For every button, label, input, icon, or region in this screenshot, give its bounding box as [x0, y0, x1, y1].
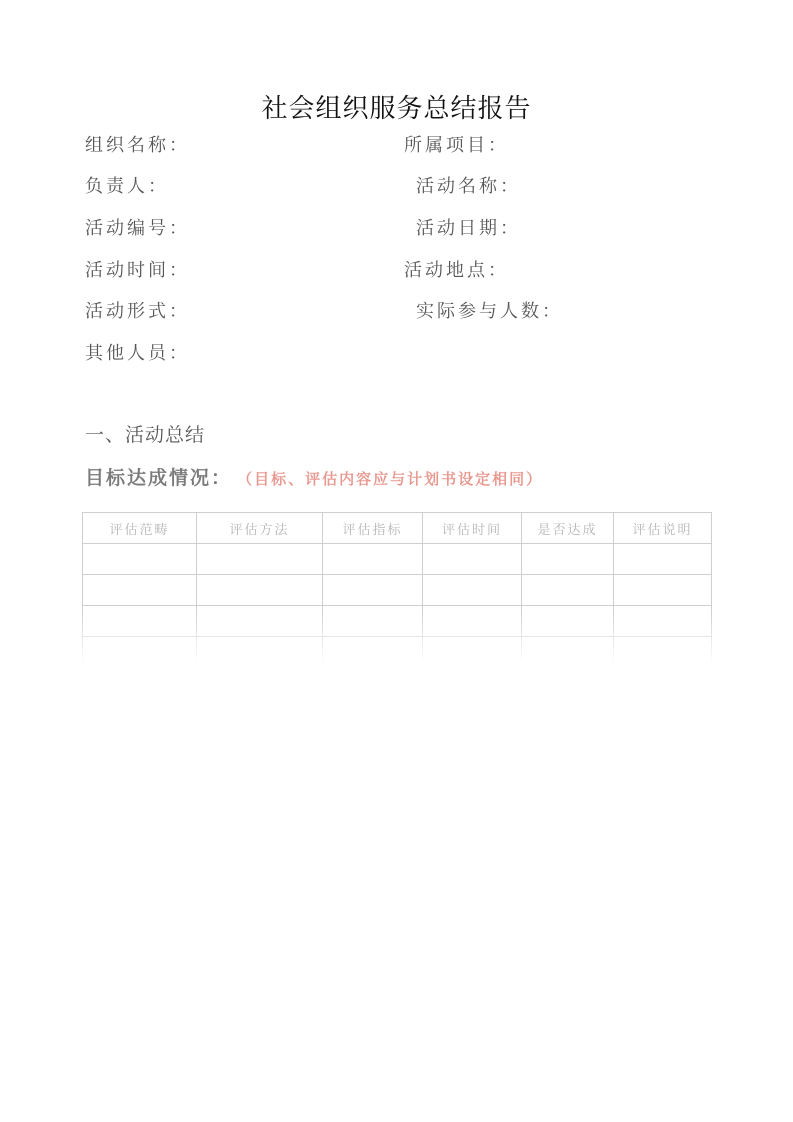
- table-cell: [197, 575, 323, 606]
- table-header-row: [83, 513, 712, 544]
- preview-fade-overlay: [70, 610, 730, 670]
- table-cell: [83, 575, 197, 606]
- table-cell: [614, 544, 712, 575]
- field-activity-date: 活动日期：: [416, 218, 521, 239]
- table-cell: [323, 575, 423, 606]
- field-activity-location: 活动地点：: [404, 260, 509, 281]
- table-cell: [522, 575, 614, 606]
- table-row: [83, 575, 712, 606]
- field-actual-participants: 实际参与人数：: [416, 301, 563, 322]
- table-row: [83, 544, 712, 575]
- field-person-in-charge: 负责人：: [85, 176, 169, 197]
- table-cell: [197, 544, 323, 575]
- table-header-cell: 是否达成: [522, 513, 614, 544]
- table-header-cell: 评估指标: [323, 513, 423, 544]
- section-heading: 一、活动总结: [85, 424, 206, 446]
- table-cell: [614, 575, 712, 606]
- field-activity-number: 活动编号：: [85, 218, 190, 239]
- table-cell: [323, 544, 423, 575]
- goal-label: 目标达成情况：: [85, 467, 233, 489]
- report-title: 社会组织服务总结报告: [261, 94, 532, 124]
- table-cell: [522, 544, 614, 575]
- field-org-name: 组织名称：: [85, 135, 190, 156]
- goal-line: [85, 463, 543, 490]
- table-header-cell: 评估范畴: [83, 513, 197, 544]
- goal-note: （目标、评估内容应与计划书设定相同）: [237, 470, 544, 488]
- table-header-cell: 评估说明: [614, 513, 712, 544]
- table-cell: [423, 575, 522, 606]
- table-header-cell: 评估时间: [423, 513, 522, 544]
- table-cell: [423, 544, 522, 575]
- table-cell: [83, 544, 197, 575]
- field-activity-time: 活动时间：: [85, 260, 190, 281]
- field-project: 所属项目：: [404, 135, 509, 156]
- table-header-cell: 评估方法: [197, 513, 323, 544]
- field-activity-name: 活动名称：: [416, 176, 521, 197]
- field-other-staff: 其他人员：: [85, 343, 190, 364]
- field-activity-form: 活动形式：: [85, 301, 190, 322]
